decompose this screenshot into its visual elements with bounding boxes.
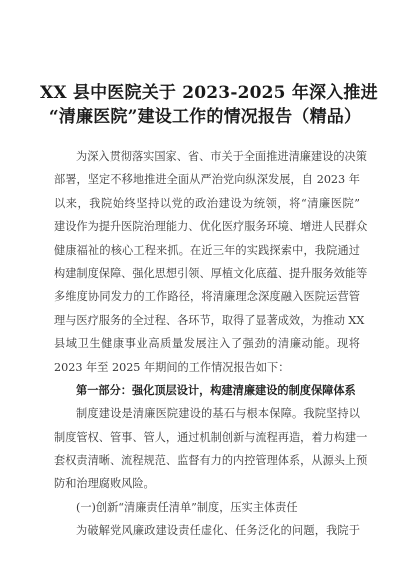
intro-paragraph-line: 多维度协同发力的工作路径，将清廉理念深度融入医院运营管 — [54, 290, 360, 304]
intro-paragraph-line: 构建制度保障、强化思想引领、厚植文化底蕴、提升服务效能等 — [54, 266, 368, 280]
intro-paragraph-line: 部署，坚定不移地推进全面从严治党向纵深发展，自 2023 年 — [54, 173, 360, 187]
intro-paragraph-line: 健康福祉的核心工程来抓。在近三年的实践探索中，我院通过 — [54, 243, 360, 257]
subsection-heading: (一)创新“清廉责任清单”制度，压实主体责任 — [76, 500, 298, 514]
intro-paragraph-line: 以来，我院始终坚持以党的政治建设为统领，将“清廉医院” — [54, 196, 360, 210]
part-one-paragraph-line: 防和治理腐败风险。 — [54, 477, 155, 491]
part-one-heading: 第一部分：强化顶层设计，构建清廉建设的制度保障体系 — [76, 382, 356, 397]
document-title-line-1: XX 县中医院关于 2023-2025 年深入推进 — [40, 83, 378, 103]
subsection-paragraph-line: 为破解党风廉政建设责任虚化、任务泛化的问题，我院于 — [76, 524, 360, 538]
part-one-paragraph-line: 制度管权、管事、管人，通过机制创新与流程再造，着力构建一 — [54, 430, 368, 444]
intro-paragraph-line: 为深入贯彻落实国家、省、市关于全面推进清廉建设的决策 — [76, 150, 367, 163]
intro-paragraph-line: 理与医疗服务的全过程、各环节，取得了显著成效，为推动 XX — [54, 313, 365, 327]
document-body — [54, 145, 368, 543]
intro-paragraph-line: 2023 年至 2025 年期间的工作情况报告如下： — [54, 360, 290, 374]
intro-paragraph-line: 县域卫生健康事业高质量发展注入了强劲的清廉动能。现将 — [54, 337, 360, 351]
intro-paragraph-line: 建设作为提升医院治理能力、优化医疗服务环境、增进人民群众 — [54, 220, 368, 234]
part-one-paragraph-line: 套权责清晰、流程规范、监督有力的内控管理体系，从源头上预 — [54, 454, 368, 468]
document-title-line-2: “清廉医院”建设工作的情况报告（精品） — [48, 107, 362, 127]
part-one-paragraph-line: 制度建设是清廉医院建设的基石与根本保障。我院坚持以 — [76, 407, 360, 421]
